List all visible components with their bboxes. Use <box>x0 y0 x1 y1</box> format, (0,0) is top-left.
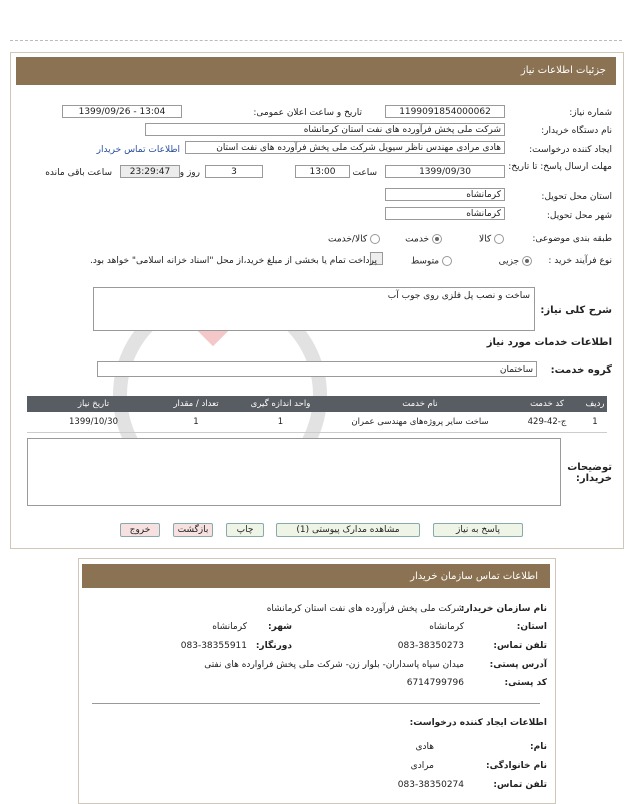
category-option-service[interactable]: خدمت <box>405 234 442 245</box>
announce-field: 1399/09/26 - 13:04 <box>62 105 182 118</box>
col-qty: تعداد / مقدار <box>173 399 219 409</box>
buyer-org-label: نام دستگاه خریدار: <box>541 126 612 136</box>
deadline-date-field: 1399/09/30 <box>385 165 505 178</box>
col-unit: واحد اندازه گیری <box>250 399 311 409</box>
services-title: اطلاعات خدمات مورد نیاز <box>486 337 612 348</box>
radio-both[interactable] <box>370 234 380 244</box>
contact-panel <box>78 558 556 804</box>
requester-label: ایجاد کننده درخواست: <box>529 145 612 155</box>
contact-address: میدان سپاه پاسداران- بلوار زن- شرکت ملی پخش فراوارده های نفتی <box>204 660 464 670</box>
creator-name: هادی <box>415 742 434 752</box>
days-label: روز و <box>179 168 200 178</box>
contact-city: کرمانشاه <box>212 622 247 632</box>
city-label: شهر محل تحویل: <box>546 211 612 221</box>
creator-title: اطلاعات ایجاد کننده درخواست: <box>409 718 547 728</box>
province-field: کرمانشاه <box>385 188 505 201</box>
days-field: 3 <box>205 165 263 178</box>
buyer-org-field: شرکت ملی پخش فرآورده های نفت استان کرمانشاه <box>145 123 505 136</box>
buyer-contact-link[interactable]: اطلاعات تماس خریدار <box>96 145 180 155</box>
table-row: 1 ج-42-429 ساخت سایر پروژه‌های مهندسی عمران 1 1 1399/10/30 <box>27 412 607 432</box>
announce-label: تاریخ و ساعت اعلان عمومی: <box>253 108 362 118</box>
radio-medium[interactable] <box>442 256 452 266</box>
radio-service[interactable] <box>432 234 442 244</box>
col-code: کد خدمت <box>530 399 564 409</box>
creator-name-label: نام: <box>530 742 547 752</box>
panel-title: جزئیات اطلاعات نیاز <box>520 65 606 76</box>
deadline-time-field: 13:00 <box>295 165 350 178</box>
remaining-label: ساعت باقی مانده <box>45 168 112 178</box>
back-button[interactable]: بازگشت <box>173 523 213 537</box>
top-divider <box>10 40 622 41</box>
contact-header <box>82 564 550 588</box>
remaining-time-field: 23:29:47 <box>120 165 180 178</box>
panel-header <box>16 57 616 85</box>
contact-postal-label: کد پستی: <box>504 678 547 688</box>
process-label: نوع فرآیند خرید : <box>548 256 612 266</box>
contact-address-label: آدرس پستی: <box>489 660 547 670</box>
summary-field: ساخت و نصب پل فلزی روی جوب آب <box>93 287 535 331</box>
contact-city-label: شهر: <box>268 622 292 632</box>
payment-note: پرداخت تمام یا بخشی از مبلغ خرید،از محل "اسناد خزانه اسلامی" خواهد بود. <box>89 256 377 266</box>
category-option-goods[interactable]: کالا <box>479 234 504 245</box>
contact-province: کرمانشاه <box>429 622 464 632</box>
buyer-notes-label: توضیحات خریدار: <box>567 462 612 484</box>
service-group-label: گروه خدمت: <box>550 365 612 376</box>
col-name: نام خدمت <box>402 399 438 409</box>
col-date: تاریخ نیاز <box>77 399 110 409</box>
contact-phone-label: تلفن تماس: <box>493 641 547 651</box>
services-table <box>27 396 607 433</box>
contact-org: شرکت ملی پخش فرآورده های نفت استان کرمانشاه <box>266 604 464 614</box>
service-group-field: ساختمان <box>97 361 537 377</box>
time-label: ساعت <box>352 168 377 178</box>
requester-field: هادی مرادی مهندس ناظر سیویل شرکت ملی پخش فرآورده های نفت استان <box>185 141 505 154</box>
contact-fax-label: دورنگار: <box>255 641 292 651</box>
contact-fax: 083-38355911 <box>180 641 247 651</box>
col-row: ردیف <box>585 399 605 409</box>
creator-phone-label: تلفن تماس: <box>493 780 547 790</box>
need-number-label: شماره نیاز: <box>569 108 612 118</box>
buyer-notes-field <box>27 438 561 506</box>
summary-label: شرح کلی نیاز: <box>540 305 612 316</box>
creator-family-label: نام خانوادگی: <box>485 761 547 771</box>
process-option-minor[interactable]: جزیی <box>499 256 532 267</box>
radio-goods[interactable] <box>494 234 504 244</box>
category-option-both[interactable]: کالا/خدمت <box>328 234 380 245</box>
deadline-label: مهلت ارسال پاسخ: تا تاریخ: <box>508 162 612 172</box>
contact-province-label: استان: <box>516 622 547 632</box>
reply-button[interactable]: پاسخ به نیاز <box>433 523 523 537</box>
contact-postal: 6714799796 <box>406 678 464 688</box>
need-number-field: 1199091854000062 <box>385 105 505 118</box>
contact-phone: 083-38350273 <box>397 641 464 651</box>
print-button[interactable]: چاپ <box>226 523 264 537</box>
province-label: استان محل تحویل: <box>541 192 612 202</box>
exit-button[interactable]: خروج <box>120 523 160 537</box>
contact-divider <box>92 703 540 704</box>
process-option-medium[interactable]: متوسط <box>411 256 452 267</box>
contact-title: اطلاعات تماس سازمان خریدار <box>410 571 538 582</box>
attachments-button[interactable]: مشاهده مدارک پیوستی (1) <box>276 523 420 537</box>
creator-family: مرادی <box>410 761 434 771</box>
contact-org-label: نام سازمان خریدار: <box>460 604 547 614</box>
city-field: کرمانشاه <box>385 207 505 220</box>
creator-phone: 083-38350274 <box>397 780 464 790</box>
radio-minor[interactable] <box>522 256 532 266</box>
category-label: طبقه بندی موضوعی: <box>532 234 612 244</box>
